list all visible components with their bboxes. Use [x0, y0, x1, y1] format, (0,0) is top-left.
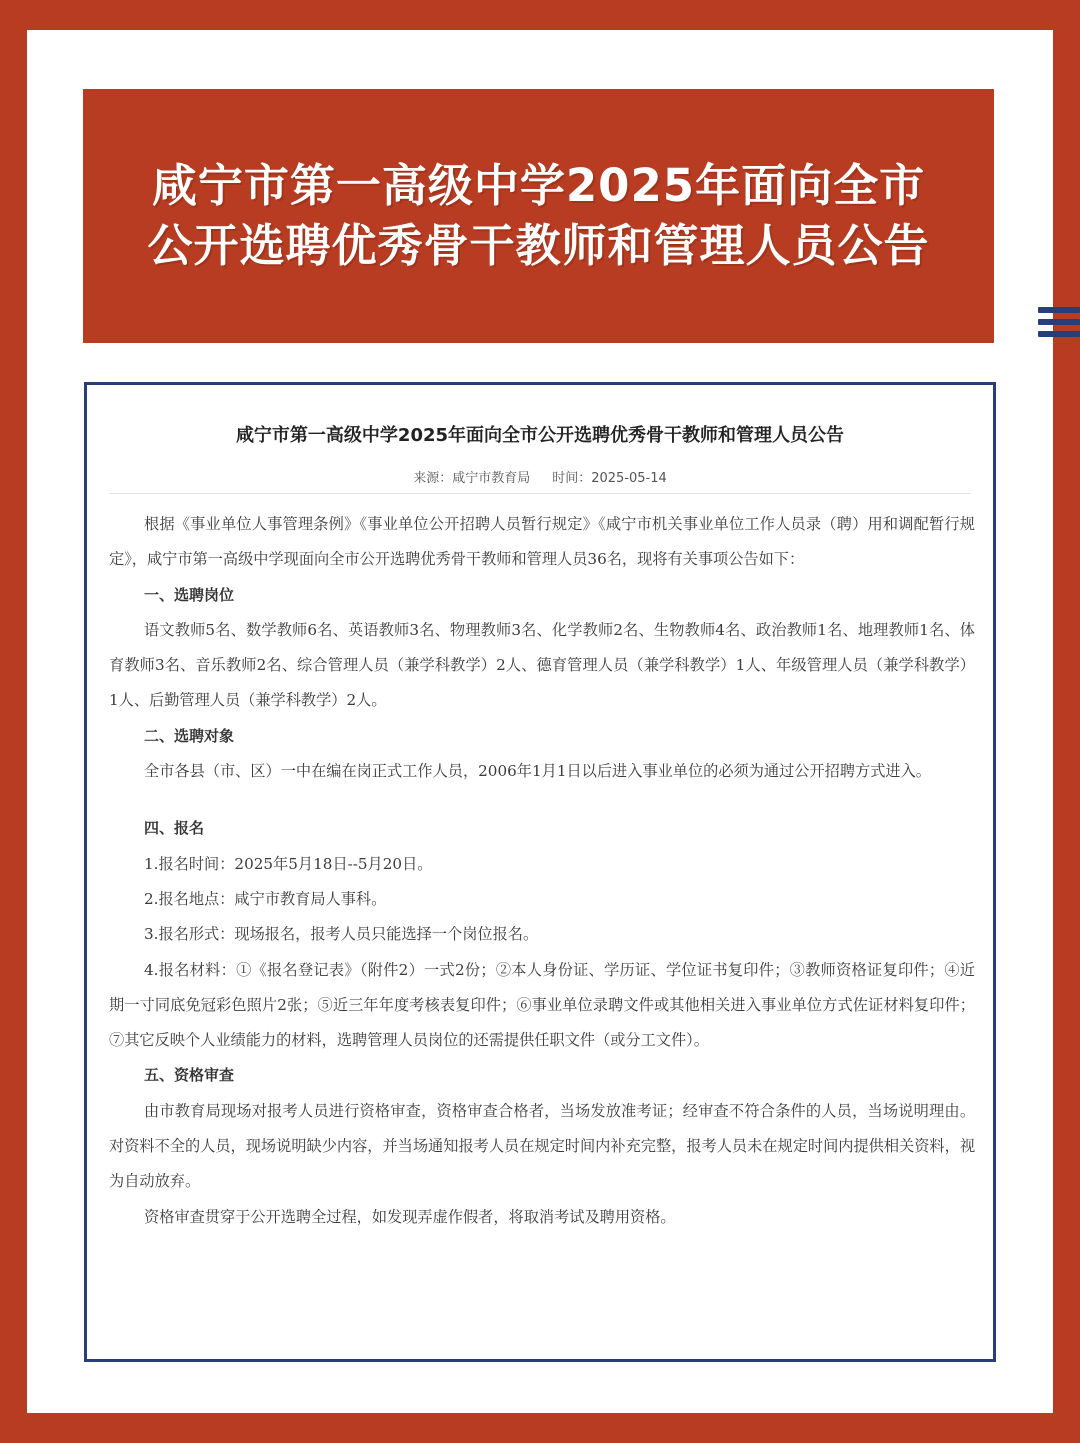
banner-title-line-1: 咸宁市第一高级中学2025年面向全市: [151, 159, 926, 212]
article-title: 咸宁市第一高级中学2025年面向全市公开选聘优秀骨干教师和管理人员公告: [235, 425, 845, 446]
registration-time: 1.报名时间：2025年5月18日--5月20日。: [144, 854, 433, 873]
announcement-screenshot: [84, 382, 996, 1362]
section-heading-registration: 四、报名: [144, 819, 205, 838]
article-meta: [87, 467, 993, 486]
intro-paragraph: 根据《事业单位人事管理条例》《事业单位公开招聘人员暂行规定》《咸宁市机关事业单位工作人员录（聘）用和调配暂行规定》，咸宁市第一高级中学现面向全市公开选聘优秀骨干教师和管理人员36名，现将有关事项公告如下：: [109, 515, 975, 569]
menu-lines-icon: [1038, 307, 1080, 345]
qualification-paragraph-1: 由市教育局现场对报考人员进行资格审查，资格审查合格者，当场发放准考证；经审查不符合条件的人员，当场说明理由。对资料不全的人员，现场说明缺少内容，并当场通知报考人员在规定时间内补充完整，报考人员未在规定时间内提供相关资料，视为自动放弃。: [109, 1101, 975, 1191]
positions-paragraph: 语文教师5名、数学教师6名、英语教师3名、物理教师3名、化学教师2名、生物教师4名、政治教师1名、地理教师1名、体育教师3名、音乐教师2名、综合管理人员（兼学科教学）2人、德育管理人员（兼学科教学）1人、年级管理人员（兼学科教学）1人、后勤管理人员（兼学科教学）2人。: [109, 620, 975, 710]
section-heading-qualification: 五、资格审查: [144, 1066, 235, 1085]
section-heading-eligibility: 二、选聘对象: [144, 726, 235, 745]
title-banner: [83, 89, 994, 343]
article-time: 时间：2025-05-14: [552, 471, 667, 486]
eligibility-paragraph: 全市各县（市、区）一中在编在岗正式工作人员，2006年1月1日以后进入事业单位的必须为通过公开招聘方式进入。: [144, 762, 931, 781]
meta-divider: [109, 493, 971, 494]
registration-form: 3.报名形式：现场报名，报考人员只能选择一个岗位报名。: [144, 925, 539, 944]
article-body: [109, 507, 975, 1235]
article-source: 来源：咸宁市教育局: [413, 471, 531, 486]
section-heading-positions: 一、选聘岗位: [144, 585, 235, 604]
qualification-paragraph-2: 资格审查贯穿于公开选聘全过程，如发现弄虚作假者，将取消考试及聘用资格。: [144, 1207, 676, 1226]
banner-title-line-2: 公开选聘优秀骨干教师和管理人员公告: [147, 219, 930, 272]
registration-materials: 4.报名材料：①《报名登记表》（附件2）一式2份；②本人身份证、学历证、学位证书复印件；③教师资格证复印件；④近期一寸同底免冠彩色照片2张；⑤近三年年度考核表复印件；⑥事业单位录聘文件或其他相关进入事业单位方式佐证材料复印件；⑦其它反映个人业绩能力的材料，选聘管理人员岗位的还需提供任职文件（或分工文件）。: [109, 960, 975, 1050]
registration-place: 2.报名地点：咸宁市教育局人事科。: [144, 889, 387, 908]
